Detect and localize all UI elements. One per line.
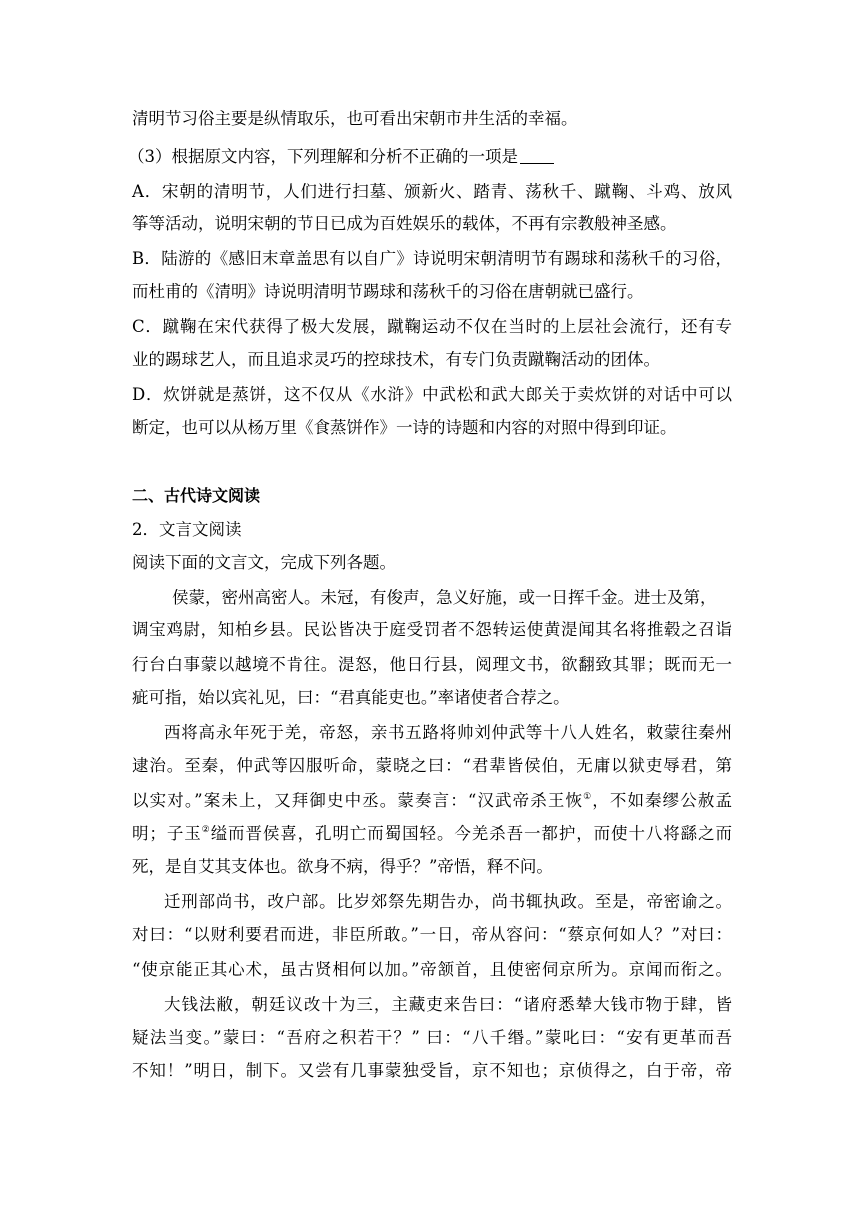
passage-line-11: 对曰：“以财利要君而进，非臣所敢。”一日，帝从容问：“蔡京何如人？”对曰： — [132, 925, 732, 944]
passage-line-8-tail: 缢而晋侯喜，孔明亡而蜀国轻。今羌杀吾一都护，而使十八将繇之而 — [210, 824, 732, 843]
option-c-line-2: 业的踢球艺人，而且追求灵巧的控球技术，有专门负责蹴鞠活动的团体。 — [132, 350, 660, 369]
passage-line-7-tail: ，不如秦缪公赦孟 — [592, 791, 733, 810]
question-3-prompt — [128, 145, 728, 169]
passage-line-7 — [132, 789, 732, 813]
option-b-line-2: 而杜甫的《清明》诗说明清明节踢球和荡秋千的习俗在唐朝就已盛行。 — [132, 282, 644, 301]
passage-line-13: 大钱法敝，朝廷议改十为三，主藏吏来告曰：“诸府悉辇大钱市物于肆，皆 — [164, 995, 732, 1014]
passage-line-6: 逮治。至秦，仲武等囚服听命，蒙晓之曰：“君辈皆侯伯，无庸以狱吏辱君，第 — [132, 756, 732, 775]
option-a-line-2: 筝等活动，说明宋朝的节日已成为百姓娱乐的载体，不再有宗教般神圣感。 — [132, 214, 677, 233]
section-heading: 二、古代诗文阅读 — [132, 486, 261, 505]
passage-line-4: 疵可指，始以宾礼见，曰：“君真能吏也。”率诸使者合荐之。 — [132, 688, 570, 707]
passage-line-1: 侯蒙，密州高密人。未冠，有俊声，急义好施，或一日挥千金。进士及第， — [172, 588, 717, 607]
passage-line-8 — [132, 822, 732, 846]
passage-line-12: “使京能正其心术，虽古贤相何以加。”帝颔首，且使密伺京所为。京闻而衔之。 — [132, 960, 732, 979]
passage-line-9: 死，是自艾其支体也。欲身不病，得乎？”帝悟，释不问。 — [132, 857, 553, 876]
option-d-line-1: D．炊饼就是蒸饼，这不仅从《水浒》中武松和武大郎关于卖炊饼的对话中可以 — [132, 385, 732, 404]
subsection-heading: 2．文言文阅读 — [132, 520, 242, 539]
passage-line-5: 西将高永年死于羌，帝怒，亲书五路将帅刘仲武等十八人姓名，敕蒙往秦州 — [164, 723, 732, 742]
footnote-marker-1: ① — [583, 792, 593, 802]
option-a-line-1: A．宋朝的清明节，人们进行扫墓、颁新火、踏青、荡秋千、蹴鞠、斗鸡、放风 — [132, 182, 732, 201]
passage-line-14: 疑法当变。”蒙曰：“吾府之积若干？” 曰：“八千缗。”蒙叱曰：“安有更革而吾 — [132, 1028, 732, 1047]
passage-line-3: 行台白事蒙以越境不肯往。湜怒，他日行县，阅理文书，欲翻致其罪；既而无一 — [132, 655, 732, 674]
option-c-line-1: C．蹴鞠在宋代获得了极大发展，蹴鞠运动不仅在当时的上层社会流行，还有专 — [132, 317, 732, 336]
passage-line-2: 调宝鸡尉，知柏乡县。民讼皆决于庭受罚者不怨转运使黄湜闻其名将推毂之召诣 — [132, 620, 732, 639]
option-b-line-1: B．陆游的《感旧末章盖思有以自广》诗说明宋朝清明节有踢球和荡秋千的习俗， — [132, 249, 732, 268]
question-1-tail: 清明节习俗主要是纵情取乐，也可看出宋朝市井生活的幸福。 — [132, 109, 578, 128]
passage-line-7-text: 以实对。”案未上，又拜御史中丞。蒙奏言：“汉武帝杀王恢 — [132, 791, 584, 810]
answer-blank — [520, 148, 554, 164]
question-3-prompt-text: （3）根据原文内容，下列理解和分析不正确的一项是 — [128, 147, 518, 166]
passage-line-10: 迁刑部尚书，改户部。比岁郊祭先期告办，尚书辄执政。至是，帝密谕之。 — [164, 892, 732, 911]
footnote-marker-2: ② — [201, 825, 211, 835]
reading-instruction: 阅读下面的文言文，完成下列各题。 — [132, 553, 396, 572]
option-d-line-2: 断定，也可以从杨万里《食蒸饼作》一诗的诗题和内容的对照中得到印证。 — [132, 418, 677, 437]
passage-line-8-head: 明；子玉 — [132, 824, 202, 843]
passage-line-15: 不知！”明日，制下。又尝有几事蒙独受旨，京不知也；京侦得之，白于帝，帝 — [132, 1061, 732, 1080]
